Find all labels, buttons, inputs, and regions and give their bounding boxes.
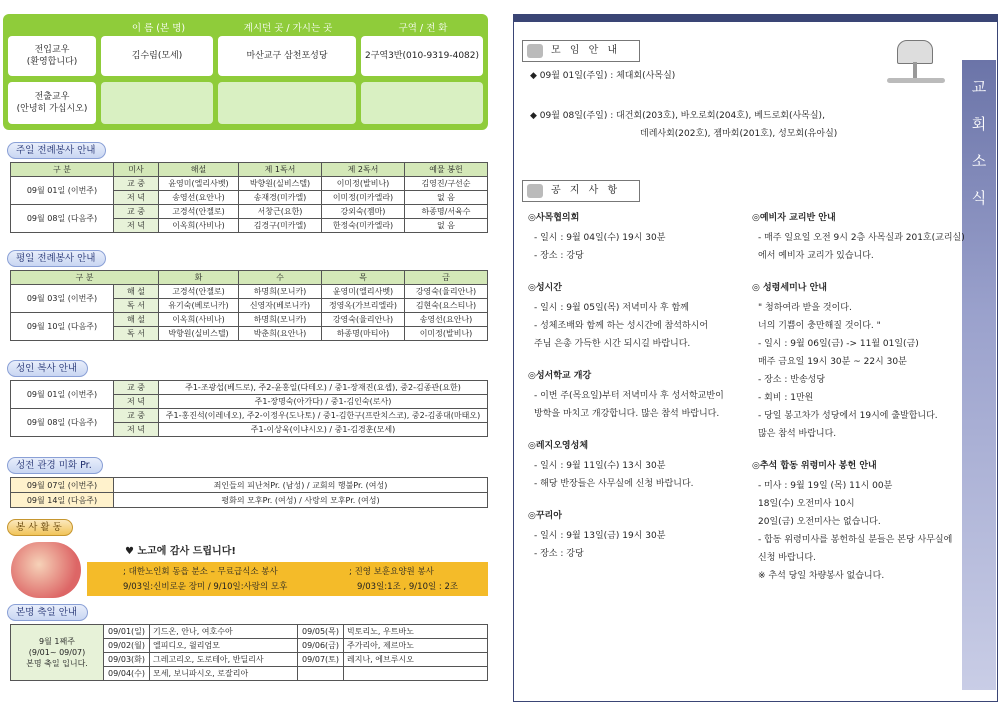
table-cell: 없 음 bbox=[405, 191, 488, 205]
notice-line: - 회비 : 1만원 bbox=[758, 393, 814, 403]
mass-cell: 저 녁 bbox=[114, 423, 159, 437]
notice-icon bbox=[527, 184, 543, 198]
thanks-text: ♥ 노고에 감사 드립니다! bbox=[125, 546, 236, 557]
table-cell: 이옥희(사비나) bbox=[159, 313, 239, 327]
table-cell: 하종명/서육수 bbox=[405, 205, 488, 219]
mailbox-icon bbox=[887, 32, 945, 84]
table-cell: 하명희(모니카) bbox=[239, 313, 322, 327]
notice-line: 매주 금요일 19시 30분 ~ 22시 30분 bbox=[758, 357, 907, 367]
table-cell: 주1-홍진석(이레네오), 주2-이정우(도나토) / 중1-김한구(프란치스코), 중2-김종대(마태오) bbox=[159, 409, 488, 423]
table-cell: 죄인들의 피난처Pr. (남성) / 교회의 행불Pr. (여성) bbox=[114, 478, 488, 493]
notice-line: 18일(수) 오전미사 10시 bbox=[758, 499, 855, 509]
table-cell: 김현숙(요스티나) bbox=[405, 299, 488, 313]
table-cell: 서창근(요한) bbox=[239, 205, 322, 219]
col-name-header: 이 름 (본 명) bbox=[131, 23, 186, 34]
video-table bbox=[10, 477, 488, 508]
church-news-sidebar bbox=[962, 60, 996, 690]
header-cell: 금 bbox=[405, 271, 488, 285]
notice-line: - 장소 : 강당 bbox=[534, 549, 584, 559]
role-cell: 독 서 bbox=[114, 299, 159, 313]
table-cell: 주1-조광섭(베드로), 주2-윤홍일(다테오) / 중1-장재진(요셉), 중2-김종관(요한) bbox=[159, 381, 488, 395]
feast-names: 빅토리노, 우트바노 bbox=[344, 625, 488, 639]
header-cell: 예물 봉헌 bbox=[405, 163, 488, 177]
table-cell: 유기숙(베로니카) bbox=[159, 299, 239, 313]
notice-heading: ◎성시간 bbox=[528, 283, 562, 293]
side-char: 소 bbox=[971, 152, 987, 170]
feast-names: 레지나, 에브루시오 bbox=[344, 653, 488, 667]
notice-line: - 일시 : 9월 11일(수) 13시 30분 bbox=[534, 461, 666, 471]
right-top-bar bbox=[513, 14, 998, 22]
notice-heading: ◎추석 합동 위령미사 봉헌 안내 bbox=[752, 461, 877, 471]
notice-line: - 일시 : 9월 06일(금) -> 11월 01일(금) bbox=[758, 339, 919, 349]
feast-names: 주가리아, 제르마노 bbox=[344, 639, 488, 653]
table-cell: 주1-이상욱(이냐시오) / 중1-김경훈(모세) bbox=[159, 423, 488, 437]
table-cell: 윤영미(엘리사벳) bbox=[159, 177, 239, 191]
notice-line: - 이번 주(목요일)부터 저녁미사 후 성서학교반이 bbox=[534, 391, 724, 401]
header-cell: 수 bbox=[239, 271, 322, 285]
header-cell: 목 bbox=[322, 271, 405, 285]
table-cell: 이미정(미카엘라) bbox=[322, 191, 405, 205]
table-cell: 강영숙(율리안나) bbox=[405, 285, 488, 299]
meeting-icon bbox=[527, 44, 543, 58]
table-cell: 하명희(모니카) bbox=[239, 285, 322, 299]
activity-left-1: ; 대한노인회 동읍 분소 – 무료급식소 봉사 bbox=[123, 567, 278, 577]
notice-line: 많은 참석 바랍니다. bbox=[758, 429, 837, 439]
table-cell: 강외숙(젬마) bbox=[322, 205, 405, 219]
feast-date: 09/04(수) bbox=[104, 667, 150, 681]
date-cell: 09월 14일 (다음주) bbox=[11, 493, 114, 508]
notice-line: - 일시 : 9월 04일(수) 19시 30분 bbox=[534, 233, 666, 243]
meeting-title-text: 모 임 안 내 bbox=[551, 45, 621, 56]
feast-names: 엘피디오, 윌리엄모 bbox=[150, 639, 298, 653]
date-cell: 09월 08일 (다음주) bbox=[11, 205, 114, 233]
header-cell: 해설 bbox=[159, 163, 239, 177]
sunday-section-title: 주일 전례봉사 안내 bbox=[7, 142, 106, 159]
notice-heading: ◎성서학교 개강 bbox=[528, 371, 592, 381]
in-place: 마산교구 삼천포성당 bbox=[218, 36, 356, 76]
table-cell: 김영진/구선순 bbox=[405, 177, 488, 191]
mass-cell: 교 중 bbox=[114, 177, 159, 191]
col-place-header: 계시던 곳 / 가시는 곳 bbox=[243, 23, 333, 34]
notice-line: " 청하여라 받을 것이다. bbox=[758, 303, 852, 313]
notice-heading: ◎레지오영성체 bbox=[528, 441, 589, 451]
date-cell: 09월 01일 (이번주) bbox=[11, 177, 114, 205]
notice-line: - 해당 반장들은 사무실에 신청 바랍니다. bbox=[534, 479, 694, 489]
in-name: 김수림(모세) bbox=[101, 36, 213, 76]
table-cell: 없 음 bbox=[405, 219, 488, 233]
in-contact: 2구역3반(010-9319-4082) bbox=[361, 36, 483, 76]
table-cell: 김경구(미카엘) bbox=[239, 219, 322, 233]
mass-cell: 교 중 bbox=[114, 409, 159, 423]
header-cell: 구 분 bbox=[11, 163, 114, 177]
mass-cell: 저 녁 bbox=[114, 191, 159, 205]
meeting-line-3: 데레사회(202호), 젬마회(201호), 성모회(유아실) bbox=[640, 129, 838, 139]
side-char: 교 bbox=[971, 78, 987, 96]
notice-line: - 성체조배와 함께 하는 성시간에 참석하시어 bbox=[534, 321, 709, 331]
notice-title-text: 공 지 사 항 bbox=[551, 185, 621, 196]
notice-line: 에서 예비자 교리가 있습니다. bbox=[758, 251, 874, 261]
activity-band bbox=[87, 562, 488, 596]
date-cell: 09월 08일 (다음주) bbox=[11, 409, 114, 437]
weekday-section-title: 평일 전례봉사 안내 bbox=[7, 250, 106, 267]
date-cell: 09월 10일 (다음주) bbox=[11, 313, 114, 341]
feast-date: 09/03(화) bbox=[104, 653, 150, 667]
notice-heading: ◎ 성령세미나 안내 bbox=[752, 283, 827, 293]
notice-line: - 합동 위령미사를 봉헌하실 분들은 본당 사무실에 bbox=[758, 535, 953, 545]
notice-line: - 장소 : 강당 bbox=[534, 251, 584, 261]
notice-line: 신청 바랍니다. bbox=[758, 553, 816, 563]
feast-names bbox=[344, 667, 488, 681]
side-char: 회 bbox=[971, 115, 987, 133]
feast-section-title: 본명 축일 안내 bbox=[7, 604, 88, 621]
transfer-panel bbox=[3, 14, 488, 130]
notice-heading: ◎예비자 교리반 안내 bbox=[752, 213, 836, 223]
sunday-table bbox=[10, 162, 488, 233]
table-cell: 주1-장명숙(아가다) / 중1-김인숙(로사) bbox=[159, 395, 488, 409]
side-char: 식 bbox=[971, 189, 987, 207]
table-cell: 이옥희(사비나) bbox=[159, 219, 239, 233]
mass-cell: 교 중 bbox=[114, 381, 159, 395]
activity-panel bbox=[7, 540, 488, 598]
video-section-title: 성전 관경 미화 Pr. bbox=[7, 457, 103, 474]
date-cell: 09월 07일 (이번주) bbox=[11, 478, 114, 493]
mass-cell: 교 중 bbox=[114, 205, 159, 219]
out-place bbox=[218, 82, 356, 124]
feast-date: 09/06(금) bbox=[298, 639, 344, 653]
role-cell: 독 서 bbox=[114, 327, 159, 341]
table-cell: 박향원(실비스텔) bbox=[239, 177, 322, 191]
out-contact bbox=[361, 82, 483, 124]
notice-title bbox=[522, 180, 640, 202]
date-cell: 09월 01일 (이번주) bbox=[11, 381, 114, 409]
notice-heading: ◎사목협의회 bbox=[528, 213, 580, 223]
notice-line: ※ 추석 당일 차량봉사 없습니다. bbox=[758, 571, 885, 581]
table-cell: 이미정(발비나) bbox=[405, 327, 488, 341]
volunteers-illustration bbox=[11, 542, 81, 598]
table-cell: 정영옥(가브리엘라) bbox=[322, 299, 405, 313]
notice-line: 방학을 마치고 개강합니다. 많은 참석 바랍니다. bbox=[534, 409, 720, 419]
notice-line: - 장소 : 반송성당 bbox=[758, 375, 826, 385]
feast-week-label: 9월 1째주 (9/01~ 09/07) 본명 축일 입니다. bbox=[11, 625, 104, 681]
notice-line: - 미사 : 9월 19일 (목) 11시 00분 bbox=[758, 481, 893, 491]
table-cell: 박향원(실비스텔) bbox=[159, 327, 239, 341]
table-cell: 박춘희(요안나) bbox=[239, 327, 322, 341]
header-cell: 제 1독서 bbox=[239, 163, 322, 177]
table-cell: 한정숙(미카엘라) bbox=[322, 219, 405, 233]
notice-line: 주님 은총 가득한 시간 되시길 바랍니다. bbox=[534, 339, 691, 349]
header-cell: 구 분 bbox=[11, 271, 159, 285]
header-cell: 미사 bbox=[114, 163, 159, 177]
header-cell: 화 bbox=[159, 271, 239, 285]
feast-names: 그레고리오, 도로테아, 반딜리사 bbox=[150, 653, 298, 667]
table-cell: 강영숙(율리안나) bbox=[322, 313, 405, 327]
feast-date: 09/02(월) bbox=[104, 639, 150, 653]
mass-cell: 저 녁 bbox=[114, 219, 159, 233]
notice-heading: ◎꾸리아 bbox=[528, 511, 562, 521]
feast-date: 09/07(토) bbox=[298, 653, 344, 667]
notice-line: 20일(금) 오전미사는 없습니다. bbox=[758, 517, 881, 527]
adult-section-title: 성인 복사 안내 bbox=[7, 360, 88, 377]
notice-line: 너의 기쁨이 충만해질 것이다. " bbox=[758, 321, 881, 331]
activity-section-title: 봉 사 활 동 bbox=[7, 519, 73, 536]
table-cell: 윤영미(엘리사벳) bbox=[322, 285, 405, 299]
table-cell: 송재경(미카엘) bbox=[239, 191, 322, 205]
meeting-title bbox=[522, 40, 640, 62]
weekday-table bbox=[10, 270, 488, 341]
table-cell: 이미정(발비나) bbox=[322, 177, 405, 191]
out-label: 전출교우 (안녕히 가십시오) bbox=[8, 82, 96, 124]
header-cell: 제 2독서 bbox=[322, 163, 405, 177]
feast-date bbox=[298, 667, 344, 681]
feast-names: 모세, 보니파시오, 로잘리아 bbox=[150, 667, 298, 681]
feast-date: 09/01(일) bbox=[104, 625, 150, 639]
activity-right-2: 9/03일:1조 , 9/10일 : 2조 bbox=[357, 582, 459, 592]
mass-cell: 저 녁 bbox=[114, 395, 159, 409]
table-cell: 고경석(안젤로) bbox=[159, 205, 239, 219]
notice-line: - 일시 : 9월 13일(금) 19시 30분 bbox=[534, 531, 666, 541]
out-name bbox=[101, 82, 213, 124]
notice-line: - 매주 일요일 오전 9시 2층 사목실과 201호(교리실) bbox=[758, 233, 965, 243]
feast-names: 기드온, 안나, 여호수아 bbox=[150, 625, 298, 639]
table-cell: 하종명(마티아) bbox=[322, 327, 405, 341]
activity-left-2: 9/03일:신비로운 장미 / 9/10일:사랑의 모후 bbox=[123, 582, 288, 592]
feast-date: 09/05(목) bbox=[298, 625, 344, 639]
date-cell: 09월 03일 (이번주) bbox=[11, 285, 114, 313]
meeting-line-2: ◆ 09월 08일(주일) : 대건회(203호), 바오로회(204호), 베드로회(사목실), bbox=[530, 111, 825, 121]
table-cell: 송영선(요안나) bbox=[405, 313, 488, 327]
activity-right-1: ; 진영 보훈요양원 봉사 bbox=[349, 567, 434, 577]
role-cell: 해 설 bbox=[114, 313, 159, 327]
table-cell: 송영선(요안나) bbox=[159, 191, 239, 205]
table-cell: 신영자(베로니카) bbox=[239, 299, 322, 313]
table-cell: 평화의 모후Pr. (여성) / 사랑의 모후Pr. (여성) bbox=[114, 493, 488, 508]
in-label: 전입교우 (환영합니다) bbox=[8, 36, 96, 76]
adult-table bbox=[10, 380, 488, 437]
table-cell: 고경석(안젤로) bbox=[159, 285, 239, 299]
meeting-line-1: ◆ 09월 01일(주일) : 체대회(사목실) bbox=[530, 71, 676, 81]
role-cell: 해 설 bbox=[114, 285, 159, 299]
col-contact-header: 구역 / 전 화 bbox=[398, 23, 448, 34]
notice-line: - 일시 : 9월 05일(목) 저녁미사 후 함께 bbox=[534, 303, 689, 313]
feast-table bbox=[10, 624, 488, 681]
notice-line: - 당일 봉고차가 성당에서 19시에 출발합니다. bbox=[758, 411, 938, 421]
